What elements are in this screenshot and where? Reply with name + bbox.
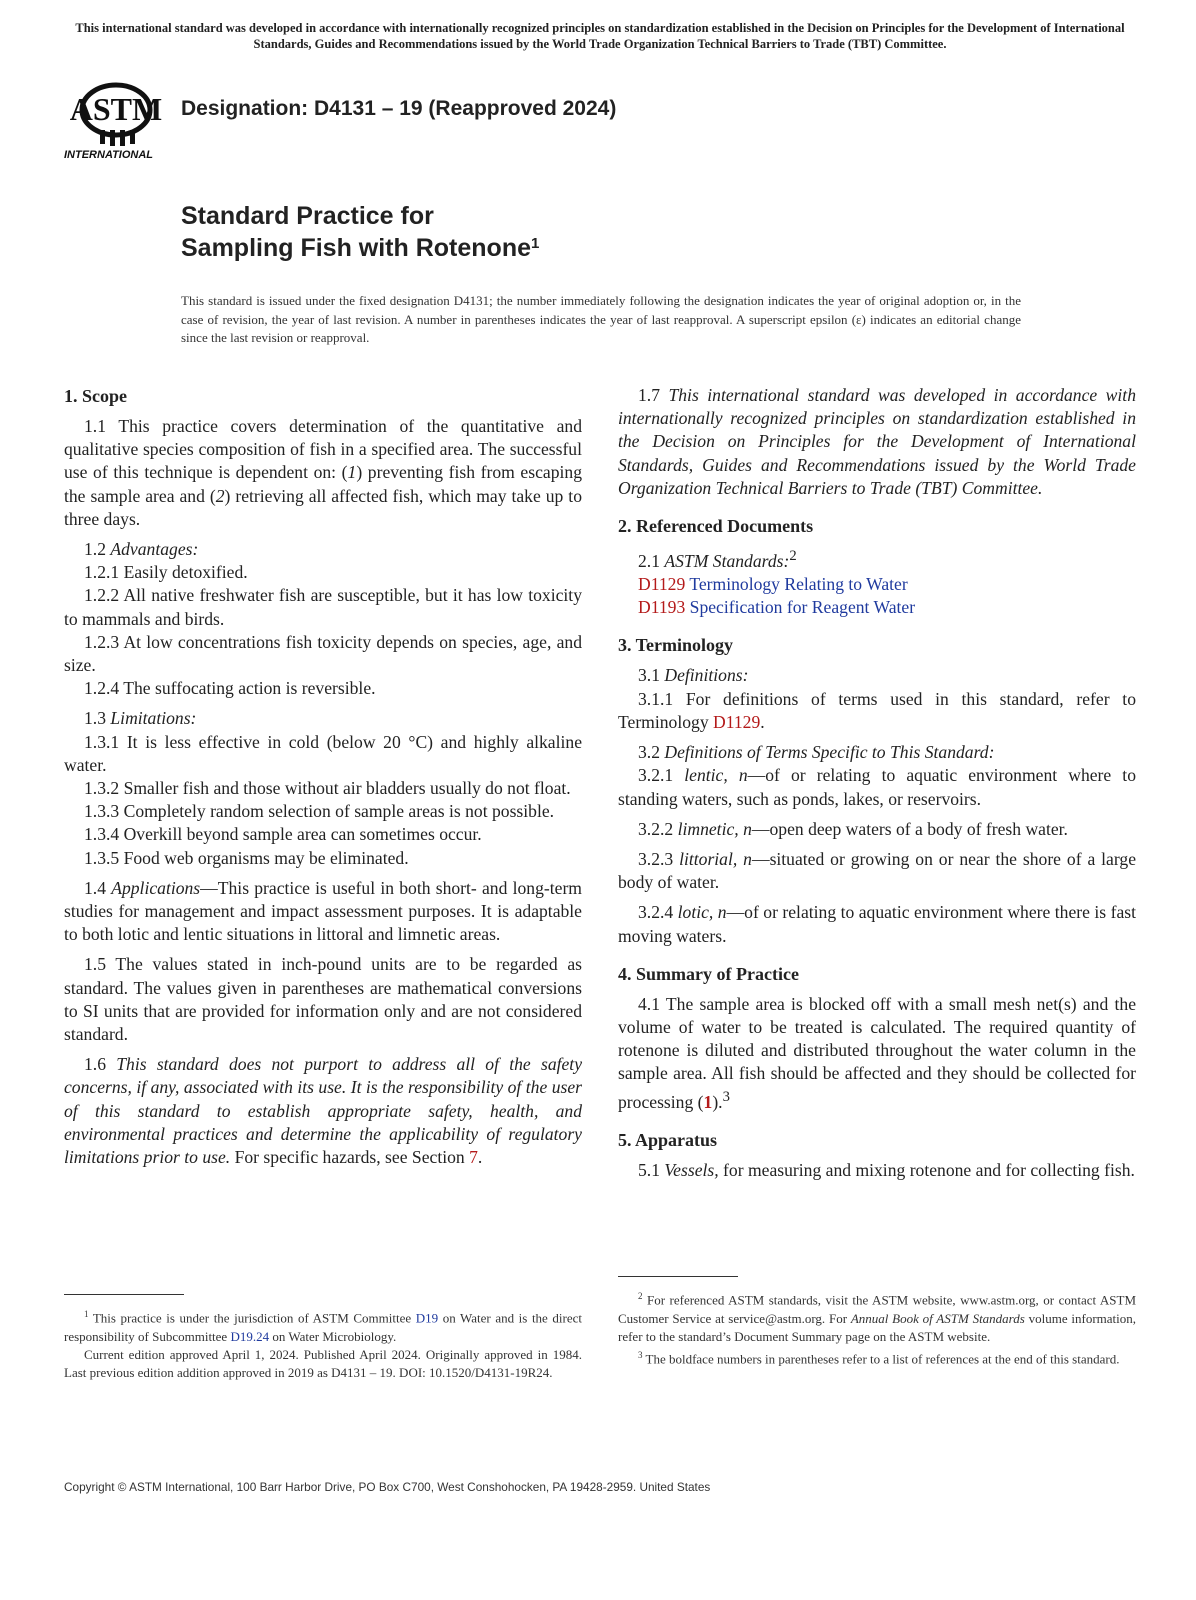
paragraph-1-3-2: 1.3.2 Smaller fish and those without air bladders usually do not float. [84,778,571,799]
paragraph-1-4: 1.4 Applications—This practice is useful in both short- and long-term studies for management and impact assessment purposes. It is adaptable to both lotic and lentic situations in littoral and limnetic areas. [64,877,582,945]
paragraph-1-3-4: 1.3.4 Overkill beyond sample area can sometimes occur. [84,824,482,845]
paragraph-1-6: 1.6 This standard does not purport to address all of the safety concerns, if any, associated with its use. It is the responsibility of the user of this standard to establish appropriate safety, health, and environmental practices and determine the applicability of regulatory limitations prior to use. For specific hazards, see Section 7. [64,1054,583,1168]
title-line-2: Sampling Fish with Rotenone$^1$ [181,234,540,262]
paragraph-1-2-2: 1.2.2 All native freshwater fish are susceptible, but it has low toxicity to mammals and birds. [64,585,582,629]
d1129-link[interactable]: D1129 [713,711,761,732]
svg-text:ASTM: ASTM [69,91,163,127]
footnote-2: $^2$ For referenced ASTM standards, visit the ASTM website, www.astm.org, or contact ASTM Customer Service at service@astm.org. For Annual Book of ASTM Standards volume information, refer to the standard’s Document Summary page on the ASTM website. [618,1291,1137,1344]
document-title [181,200,539,264]
reference-d1193[interactable]: D1193 Specification for Reagent Water [638,597,916,618]
section-1-heading: 1. Scope [64,386,127,406]
footnotes-right [618,1287,1136,1369]
definition-lentic: 3.2.1 lentic, n—of or relating to aquatic environment where to standing waters, such as ponds, lakes, or reservoirs. [618,765,1136,809]
footnote-1: $^1$ This practice is under the jurisdiction of ASTM Committee D19 on Water and is the direct responsibility of Subcommittee D19.24 on Water Microbiology. [64,1309,582,1344]
footnote-divider-right [618,1276,738,1277]
definition-littorial: 3.2.3 littorial, n—situated or growing on or near the shore of a large body of water. [618,848,1136,893]
paragraph-1-7: 1.7 This international standard was developed in accordance with internationally recognized principles on standardization established in the Decision on Principles for the Development of International Standards, Guides and Recommendations issued by the World Trade Organization Technical Barriers to Trade (TBT) Committee. [618,385,1136,498]
copyright-line: Copyright © ASTM International, 100 Barr Harbor Drive, PO Box C700, West Conshohocken, PA 19428-2959. United States [64,1480,711,1494]
paragraph-1-2-1: 1.2.1 Easily detoxified. [84,562,248,583]
d19-link[interactable]: D19 [415,1310,439,1326]
section-5-heading: 5. Apparatus [618,1129,718,1150]
section-3-heading: 3. Terminology [618,635,734,656]
paragraph-1-2-3: 1.2.3 At low concentrations fish toxicity depends on species, age, and size. [64,631,582,676]
paragraph-1-3-5: 1.3.5 Food web organisms may be eliminated. [84,847,409,868]
reference-1-link[interactable]: 1 [703,1091,713,1112]
paragraph-1-2-4: 1.2.4 The suffocating action is reversible. [84,678,376,699]
title-line-1: Standard Practice for [181,202,434,230]
paragraph-1-3-1: 1.3.1 It is less effective in cold (below 20 °C) and highly alkaline water. [64,731,582,775]
paragraph-3-1-1: 3.1.1 For definitions of terms used in this standard, refer to Terminology D1129. [618,688,1136,732]
section-4-heading: 4. Summary of Practice [618,963,799,984]
reference-d1129[interactable]: D1129 Terminology Relating to Water [638,574,908,595]
section-7-link[interactable]: 7 [469,1147,478,1168]
footnotes-left [64,1305,582,1383]
d19-24-link[interactable]: D19.24 [230,1328,270,1344]
paragraph-1-3-3: 1.3.3 Completely random selection of sample areas is not possible. [84,801,555,822]
section-2-heading: 2. Referenced Documents [618,516,814,537]
header-notice: This international standard was developed in accordance with internationally recognized principles on standardization established in the Decision on Principles for the Development of International Standards, Guides and Recommendations issued by the World Trade Organization Technical Barriers to Trade (TBT) Committee. [75,21,1125,51]
paragraph-3-2: 3.2 Definitions of Terms Specific to This Standard: [638,742,995,763]
paragraph-1-1: 1.1 This practice covers determination of the quantitative and qualitative species composition of fish in a specified area. The successful use of this technique is dependent on: (1) preventing fish from escaping the sample area and (2) retrieving all affected fish, which may take up to three days. [64,416,582,529]
paragraph-5-1: 5.1 Vessels, for measuring and mixing rotenone and for collecting fish. [638,1159,1135,1180]
paragraph-1-5: 1.5 The values stated in inch-pound units are to be regarded as standard. The values given in parentheses are mathematical conversions to SI units that are provided for information only and are not considered standard. [64,954,582,1045]
paragraph-2-1: 2.1 ASTM Standards:$^2$ [638,548,797,571]
definition-lotic: 3.2.4 lotic, n—of or relating to aquatic environment where there is fast moving waters. [618,902,1136,946]
astm-logo [64,72,174,172]
footnote-divider-left [64,1294,184,1295]
definition-limnetic: 3.2.2 limnetic, n—open deep waters of a body of fresh water. [638,818,1068,839]
title-footnote-mark: 1 [531,235,540,252]
issued-note: This standard is issued under the fixed designation D4131; the number immediately following the designation indicates the year of original adoption or, in the case of revision, the year of last revision. A number in parentheses indicates the year of last reapproval. A superscript epsilon (ε) indicates an editorial change since the last revision or reapproval. [181,293,1021,345]
paragraph-3-1: 3.1 Definitions: [638,665,749,686]
paragraph-1-3: 1.3 Limitations: [84,708,197,729]
designation: Designation: D4131 – 19 (Reapproved 2024) [181,97,617,120]
logo-org-text: INTERNATIONAL [64,149,154,161]
astm-logo-icon [64,72,174,172]
paragraph-4-1: 4.1 The sample area is blocked off with a small mesh net(s) and the volume of water to be treated is calculated. The required quantity of rotenone is diluted and distributed throughout the water column in the sample area. All fish should be affected and they should be collected for processing (1).$^3$ [618,993,1136,1112]
footnote-1-edition: Current edition approved April 1, 2024. Published April 2024. Originally approved in 1984. Last previous edition addition approved in 2019 as D4131 – 19. DOI: 10.1520/D4131-19R24. [64,1346,582,1381]
paragraph-1-2: 1.2 Advantages: [84,539,199,560]
right-column [618,384,1136,1182]
footnote-3: $^3$ The boldface numbers in parentheses refer to a list of references at the end of this standard. [638,1350,1120,1367]
left-column [64,384,582,1169]
